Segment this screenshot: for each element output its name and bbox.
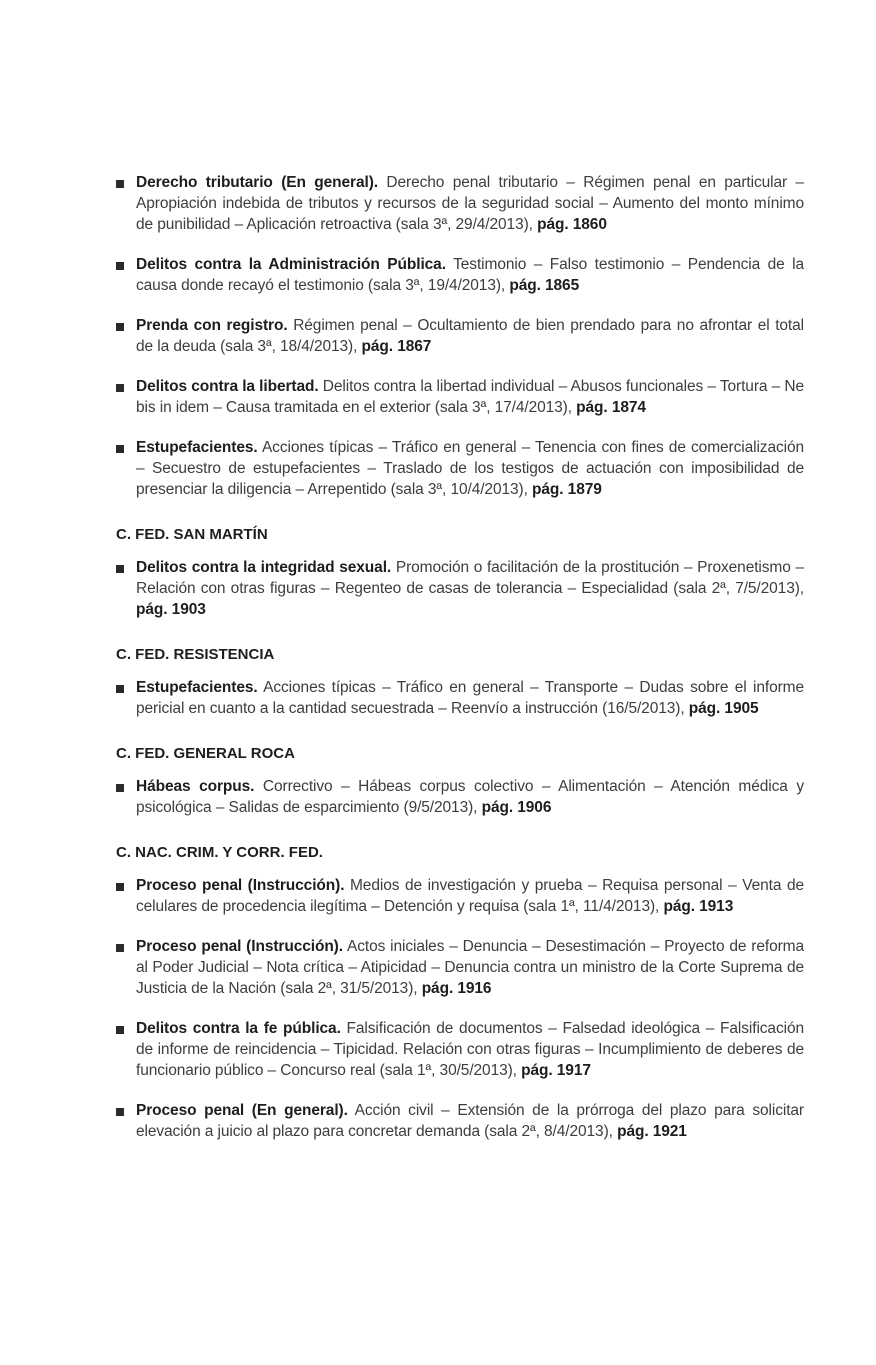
entry-page-ref: pág. 1879 bbox=[532, 481, 602, 498]
list-item bbox=[116, 315, 804, 357]
entry-topic: Prenda con registro. bbox=[136, 317, 288, 334]
entry-page-ref: pág. 1874 bbox=[576, 399, 646, 416]
entry-page-ref: pág. 1865 bbox=[509, 277, 580, 294]
entry-description: Régimen penal – Ocultamiento de bien prendado para no afrontar el total de la deuda (sala 3ª, 18/4/2013), bbox=[136, 317, 804, 355]
entry-description: Correctivo – Hábeas corpus colectivo – Alimentación – Atención médica y psicológica – Salidas de esparcimiento (9/5/2013), bbox=[136, 778, 804, 816]
list-item bbox=[116, 254, 804, 296]
section-heading: C. NAC. CRIM. Y CORR. FED. bbox=[116, 844, 323, 861]
entry-description: Delitos contra la libertad individual – Abusos funcionales – Tortura – Ne bis in idem – Causa tramitada en el exterior (sala 3ª, 17/4/2013), bbox=[136, 378, 804, 416]
square-bullet-icon bbox=[116, 1108, 124, 1116]
square-bullet-icon bbox=[116, 685, 124, 693]
entry-text bbox=[136, 172, 804, 235]
entry-page-ref: pág. 1921 bbox=[617, 1123, 687, 1140]
entry-text bbox=[136, 376, 804, 418]
entry-description: Derecho penal tributario – Régimen penal en particular – Apropiación indebida de tributos y recursos de la seguridad social – Aumento del monto mínimo de punibilidad – Aplicación retroactiva (sala 3ª, 29/4/2013), bbox=[136, 174, 804, 233]
entry-text bbox=[136, 315, 804, 357]
entry-description: Actos iniciales – Denuncia – Desestimación – Proyecto de reforma al Poder Judicial – Nota crítica – Atipicidad – Denuncia contra un ministro de la Corte Suprema de Justicia de la Nación (sala 2ª, 31/5/2013), bbox=[136, 938, 804, 997]
square-bullet-icon bbox=[116, 262, 124, 270]
index-list bbox=[116, 172, 804, 1161]
entry-page-ref: pág. 1906 bbox=[481, 799, 552, 816]
entry-topic: Proceso penal (Instrucción). bbox=[136, 877, 345, 894]
square-bullet-icon bbox=[116, 384, 124, 392]
entry-text bbox=[136, 875, 804, 917]
entry-text bbox=[136, 936, 804, 999]
section-heading: C. FED. GENERAL ROCA bbox=[116, 745, 295, 762]
entry-topic: Estupefacientes. bbox=[136, 679, 258, 696]
list-item bbox=[116, 875, 804, 917]
entry-description: Acciones típicas – Tráfico en general – Transporte – Dudas sobre el informe pericial en cuanto a la cantidad secuestrada – Reenvío a instrucción (16/5/2013), bbox=[136, 679, 804, 717]
entry-description: Acciones típicas – Tráfico en general – Tenencia con fines de comercialización – Secuestro de estupefacientes – Traslado de los testigos de actuación con imposibilidad de presenciar la diligencia – Arrepentido (sala 3ª, 10/4/2013), bbox=[136, 439, 804, 498]
entry-page-ref: pág. 1917 bbox=[521, 1062, 591, 1079]
entry-topic: Delitos contra la integridad sexual. bbox=[136, 559, 392, 576]
entry-text bbox=[136, 677, 804, 719]
entry-topic: Hábeas corpus. bbox=[136, 778, 255, 795]
square-bullet-icon bbox=[116, 784, 124, 792]
list-item bbox=[116, 677, 804, 719]
entry-page-ref: pág. 1860 bbox=[537, 216, 607, 233]
square-bullet-icon bbox=[116, 180, 124, 188]
entry-text bbox=[136, 254, 804, 296]
list-item bbox=[116, 1100, 804, 1142]
square-bullet-icon bbox=[116, 883, 124, 891]
square-bullet-icon bbox=[116, 944, 124, 952]
list-item bbox=[116, 172, 804, 235]
list-item bbox=[116, 1018, 804, 1081]
list-item bbox=[116, 936, 804, 999]
entry-page-ref: pág. 1916 bbox=[421, 980, 492, 997]
entry-topic: Delitos contra la libertad. bbox=[136, 378, 319, 395]
entry-text bbox=[136, 437, 804, 500]
entry-text bbox=[136, 776, 804, 818]
entry-text bbox=[136, 557, 804, 620]
entry-text bbox=[136, 1018, 804, 1081]
entry-topic: Delitos contra la Administración Pública. bbox=[136, 256, 446, 273]
square-bullet-icon bbox=[116, 445, 124, 453]
entry-page-ref: pág. 1903 bbox=[136, 601, 206, 618]
entry-topic: Estupefacientes. bbox=[136, 439, 258, 456]
list-item bbox=[116, 557, 804, 620]
list-item bbox=[116, 776, 804, 818]
square-bullet-icon bbox=[116, 1026, 124, 1034]
entry-page-ref: pág. 1905 bbox=[688, 700, 759, 717]
entry-page-ref: pág. 1913 bbox=[663, 898, 734, 915]
entry-topic: Proceso penal (Instrucción). bbox=[136, 938, 343, 955]
entry-description: Acción civil – Extensión de la prórroga del plazo para solicitar elevación a juicio al plazo para concretar demanda (sala 2ª, 8/4/2013), bbox=[136, 1102, 804, 1140]
square-bullet-icon bbox=[116, 323, 124, 331]
entry-description: Falsificación de documentos – Falsedad ideológica – Falsificación de informe de reincidencia – Tipicidad. Relación con otras figuras – Incumplimiento de deberes de funcionario público – Concurso real (sala 1ª, 30/5/2013), bbox=[136, 1020, 804, 1079]
entry-description: Medios de investigación y prueba – Requisa personal – Venta de celulares de procedencia ilegítima – Detención y requisa (sala 1ª, 11/4/2013), bbox=[136, 877, 804, 915]
entry-topic: Delitos contra la fe pública. bbox=[136, 1020, 341, 1037]
entry-topic: Proceso penal (En general). bbox=[136, 1102, 348, 1119]
list-item bbox=[116, 376, 804, 418]
entry-page-ref: pág. 1867 bbox=[361, 338, 432, 355]
section-heading: C. FED. RESISTENCIA bbox=[116, 646, 275, 663]
square-bullet-icon bbox=[116, 565, 124, 573]
entry-text bbox=[136, 1100, 804, 1142]
list-item bbox=[116, 437, 804, 500]
entry-description: Promoción o facilitación de la prostitución – Proxenetismo – Relación con otras figuras – Regenteo de casas de tolerancia – Especialidad (sala 2ª, 7/5/2013), bbox=[136, 559, 804, 597]
section-heading: C. FED. SAN MARTÍN bbox=[116, 526, 268, 543]
entry-topic: Derecho tributario (En general). bbox=[136, 174, 378, 191]
entry-description: Testimonio – Falso testimonio – Pendencia de la causa donde recayó el testimonio (sala 3ª, 19/4/2013), bbox=[136, 256, 804, 294]
